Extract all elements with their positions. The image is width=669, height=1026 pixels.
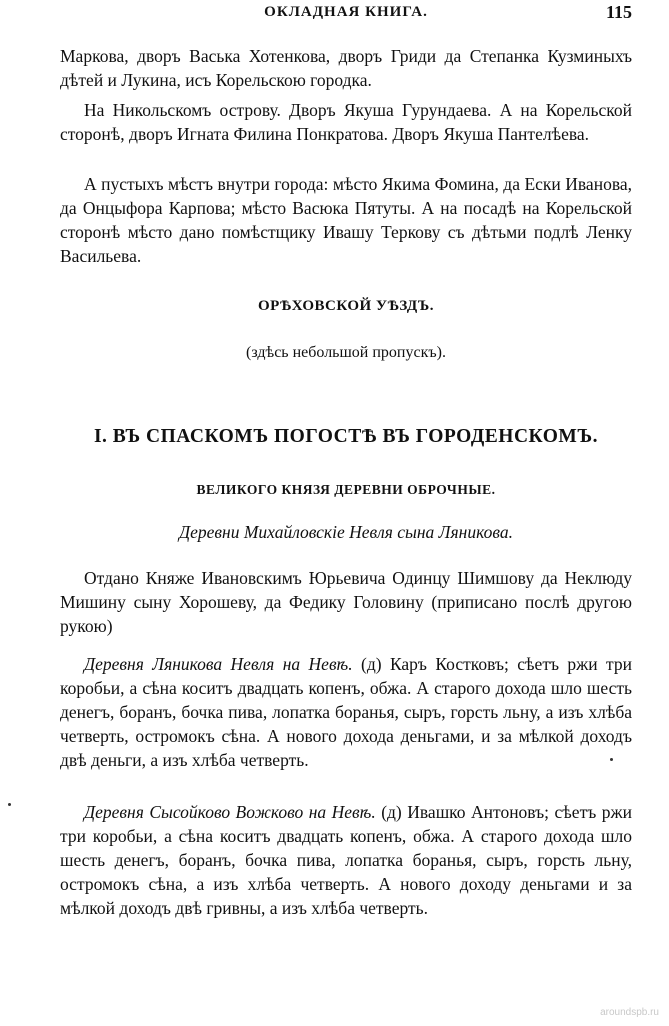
paragraph-5 (60, 652, 632, 772)
print-speck (610, 758, 613, 761)
paragraph-1: Маркова, дворъ Васька Хотенкова, дворъ Гриди да Степанка Кузминыхъ дѣтей и Лукина, исъ Корельскою городка. (60, 46, 632, 90)
paragraph-5-text: (д) Каръ Костковъ; сѣетъ ржи три коробьи, а сѣна коситъ двадцать копенъ, обжа. А старого дохода шло шесть денегъ, боранъ, бочка пива, лопатка боранья, сыръ, горсть льну, а изъ хлѣба четверть, остромокъ сѣна. А нового дохода деньгами, и за мѣлкой доходъ двѣ деньги, а изъ хлѣба четверть. (60, 654, 632, 770)
section-heading: I. ВЪ СПАСКОМЪ ПОГОСТѢ ВЪ ГОРОДЕНСКОМЪ. (93, 426, 599, 447)
running-title: ОКЛАДНАЯ КНИГА. (264, 4, 428, 20)
running-header (60, 4, 632, 26)
page-number: 115 (605, 2, 632, 22)
paragraph-3: А пустыхъ мѣстъ внутри города: мѣсто Якима Фомина, да Ески Иванова, да Онцыфора Карпова; мѣсто Васюка Пятуты. А на посадѣ на Корельской сторонѣ мѣсто дано помѣстщику Ивашу Теркову съ дѣтьми подлѣ Ленку Васильева. (60, 174, 632, 266)
watermark: aroundspb.ru (600, 1007, 659, 1018)
paragraph-6-text: (д) Ивашко Антоновъ; сѣетъ ржи три коробьи, а сѣна коситъ двадцать копенъ, обжа. А старого дохода шло шесть денегъ, боранъ, бочка пива, лопатка боранья, сыръ, горсть льну, остромокъ сѣна, а изъ хлѣба четверть. А нового доходу деньгами и за мѣлкой доходъ двѣ гривны, а изъ хлѣба четверть. (60, 802, 632, 918)
omission-note: (здѣсь небольшой пропускъ). (246, 344, 446, 361)
paragraph-4: Отдано Княже Ивановскимъ Юрьевича Одинцу Шимшову да Неклюду Мишину сыну Хорошеву, да Федику Головину (приписано послѣ другою рукою) (60, 568, 632, 636)
print-speck (8, 803, 11, 806)
village-name-sysoikovo: Деревня Сысойково Вожково на Невѣ. (84, 802, 376, 822)
paragraph-2: На Никольскомъ острову. Дворъ Якуша Гурундаева. А на Корельской сторонѣ, дворъ Игната Филина Понкратова. Дворъ Якуша Пантелѣева. (60, 100, 632, 144)
section-subheading: ВЕЛИКОГО КНЯЗЯ ДЕРЕВНИ ОБРОЧНЫЕ. (196, 482, 496, 497)
paragraph-6 (60, 800, 632, 920)
village-name-lyanikova: Деревня Ляникова Невля на Невѣ. (84, 654, 353, 674)
villages-heading: Деревни Михайловскіе Невля сына Ляникова. (179, 522, 513, 542)
uezd-title: ОРѢХОВСКОЙ УѢЗДЪ. (258, 298, 434, 314)
